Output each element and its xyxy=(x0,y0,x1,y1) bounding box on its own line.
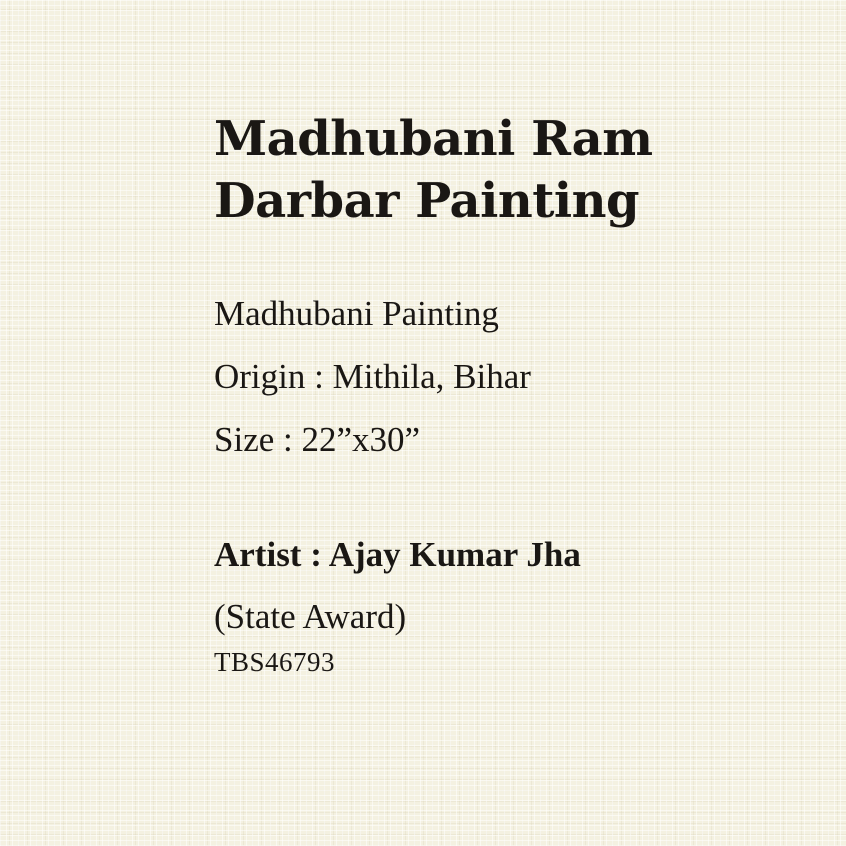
artist-name: Artist : Ajay Kumar Jha xyxy=(214,535,581,574)
artist-info xyxy=(214,535,814,679)
painting-title-line-1: Madhubani Ram xyxy=(214,111,653,167)
artist-award: (State Award) xyxy=(214,597,407,636)
painting-details xyxy=(214,282,814,471)
painting-title-line-2: Darbar Painting xyxy=(214,173,640,229)
painting-size: Size : 22”x30” xyxy=(214,420,421,459)
painting-info-card xyxy=(214,108,814,679)
product-code: TBS46793 xyxy=(214,647,336,677)
painting-style: Madhubani Painting xyxy=(214,294,499,333)
painting-origin: Origin : Mithila, Bihar xyxy=(214,357,531,396)
painting-title xyxy=(214,108,814,232)
